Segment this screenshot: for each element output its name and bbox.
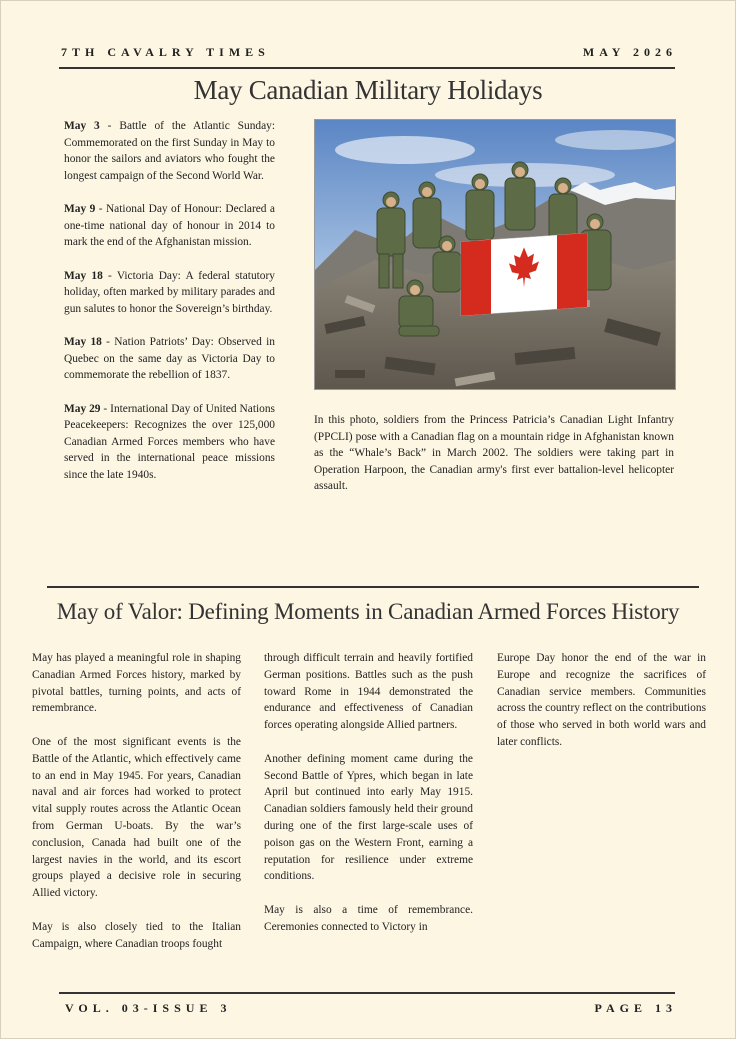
- holiday-text: - Nation Patriots’ Day: Observed in Quebec on the same day as Victoria Day to commemorate the rebellion of 1837.: [64, 336, 275, 381]
- holiday-text: - Victoria Day: A federal statutory holiday, often marked by military parades and gun salutes to honor the Sovereign’s birthday.: [64, 269, 275, 315]
- publication-name: 7TH CAVALRY TIMES: [61, 45, 270, 59]
- photo-caption: In this photo, soldiers from the Princess Patricia’s Canadian Light Infantry (PPCLI) pose with a Canadian flag on a mountain ridge in Afghanistan known as the “Whale’s Back” in March 2002. The soldiers were taking part in Operation Harpoon, the Canadian army's first ever battalion-level helicopter assault.: [314, 414, 674, 493]
- page-number: PAGE 13: [594, 1001, 677, 1015]
- article-paragraph: May is also a time of remembrance. Ceremonies connected to Victory in: [264, 903, 473, 933]
- article-paragraph: May is also closely tied to the Italian Campaign, where Canadian troops fought: [32, 920, 241, 950]
- footer-rule: [59, 992, 675, 994]
- section-divider: [47, 586, 699, 588]
- article-column-1: [32, 650, 241, 969]
- holiday-text: - National Day of Honour: Declared a one-time national day of honour in 2014 to mark the end of the Afghanistan mission.: [64, 203, 275, 248]
- volume-issue: VOL. 03-ISSUE 3: [65, 1001, 232, 1015]
- soldiers-photo: [314, 119, 676, 390]
- canadian-flag: [461, 233, 587, 316]
- header-rule: [59, 67, 675, 69]
- article-column-3: [497, 650, 706, 768]
- holiday-item: [64, 201, 275, 251]
- holiday-text: - International Day of United Nations Peacekeepers: Recognizes the over 125,000 Canadian Armed Forces members who have served in the international peace missions since the late 1940s.: [64, 402, 275, 481]
- section2-title: May of Valor: Defining Moments in Canadian Armed Forces History: [56, 599, 680, 624]
- holiday-item: [64, 118, 275, 184]
- footer: [65, 1001, 677, 1016]
- issue-date: MAY 2026: [582, 45, 677, 59]
- holiday-date: May 3: [64, 120, 100, 132]
- article-paragraph: through difficult terrain and heavily fortified German positions. Battles such as the push toward Rome in 1944 demonstrated the endurance and effectiveness of Canadian forces operating alongside Allied partners.: [264, 652, 473, 732]
- holiday-date: May 29: [64, 402, 101, 415]
- holiday-date: May 9: [64, 203, 96, 215]
- holiday-item: [64, 401, 275, 484]
- soldiers-photo-illustration: [315, 120, 675, 389]
- holiday-date: May 18: [64, 269, 103, 282]
- article-column-2: [264, 650, 473, 952]
- article-paragraph: One of the most significant events is the Battle of the Atlantic, which effectively came to an end in May 1945. For years, Canadian naval and air forces had worked to protect vital supply routes across the Atlantic Ocean from German U-boats. By the war’s conclusion, Canada had built one of the largest navies in the world, and its escort groups played a decisive role in securing Allied victory.: [32, 735, 241, 900]
- article-paragraph: May has played a meaningful role in shaping Canadian Armed Forces history, marked by pivotal battles, turning points, and acts of remembrance.: [32, 652, 241, 715]
- section1-title: May Canadian Military Holidays: [193, 75, 543, 105]
- holiday-date: May 18: [64, 336, 102, 348]
- holiday-item: [64, 334, 275, 384]
- holiday-list: [64, 118, 275, 500]
- article-paragraph: Europe Day honor the end of the war in Europe and recognize the sacrifices of Canadian service members. Communities across the country reflect on the contributions of those who served in both world wars and later conflicts.: [497, 652, 706, 748]
- holiday-text: - Battle of the Atlantic Sunday: Commemorated on the first Sunday in May to honor the sailors and aviators who fought the longest campaign of the Second World War.: [64, 120, 275, 182]
- masthead: [61, 45, 677, 60]
- holiday-item: [64, 268, 275, 318]
- article-paragraph: Another defining moment came during the Second Battle of Ypres, which began in late April but continued into early May 1915. Canadian soldiers famously held their ground during one of the first large-scale uses of poison gas on the Western Front, earning a reputation for resilience under extreme conditions.: [264, 752, 473, 883]
